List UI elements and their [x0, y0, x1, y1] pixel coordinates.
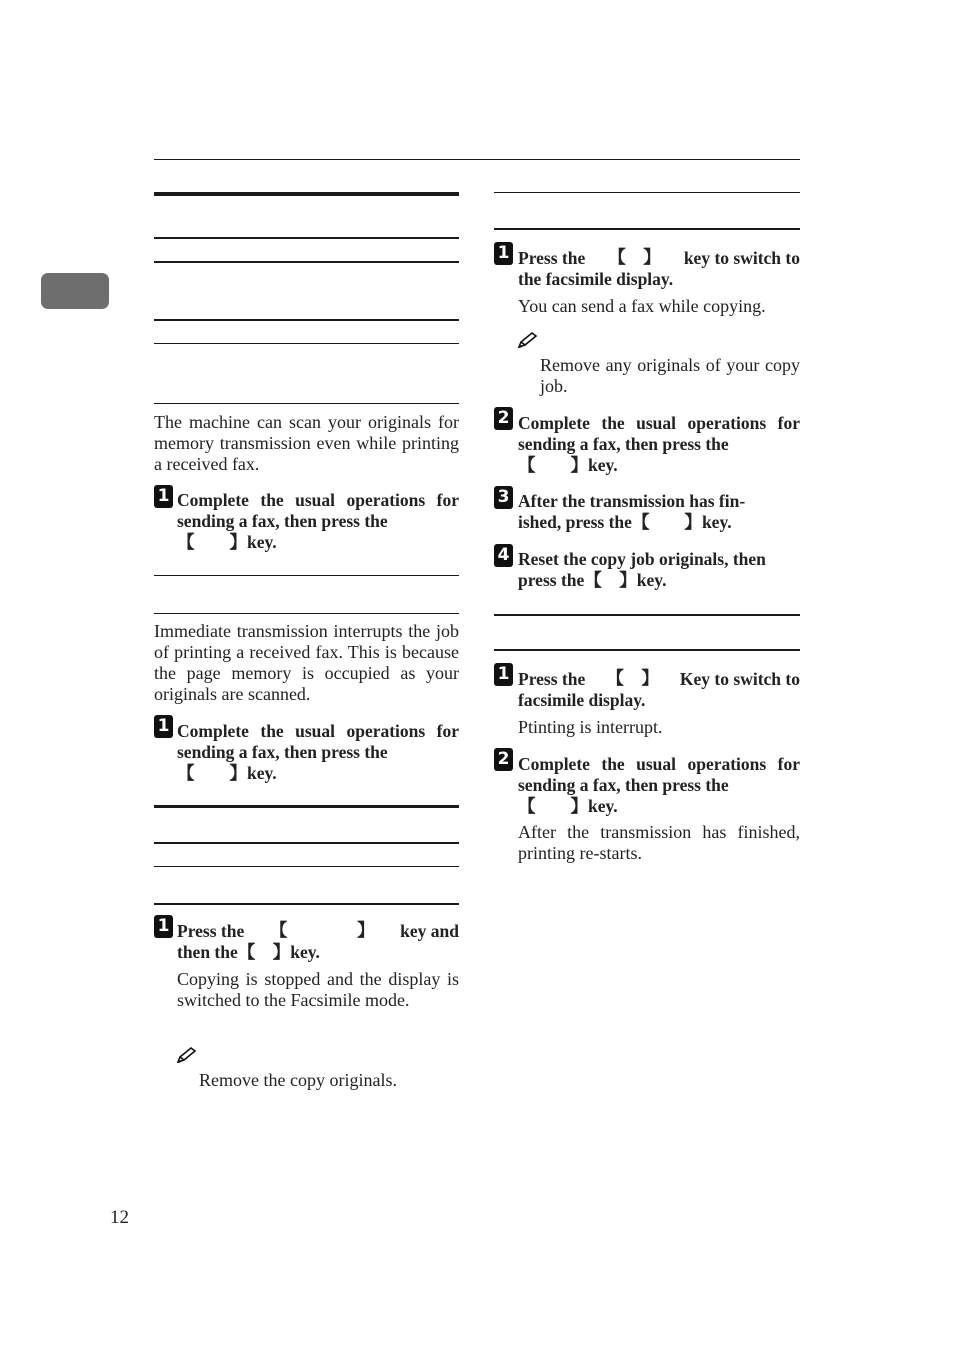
section-rule — [154, 192, 459, 196]
step-number-icon: 4 — [494, 544, 513, 567]
step-instruction — [518, 413, 800, 477]
key-bracket-icon: 【 】 — [608, 248, 661, 268]
key-bracket-icon: 【 】 — [584, 571, 637, 591]
note-text: Remove the copy originals. — [199, 1070, 397, 1090]
note-text: Remove any originals of your copy job. — [540, 355, 800, 396]
step-text: Complete the usual operations for sending a fax, then press the — [518, 754, 800, 795]
page-number: 12 — [110, 1207, 129, 1228]
section-rule — [154, 319, 459, 321]
step-text: Reset the copy job originals, then — [518, 549, 766, 569]
step-text: ished, press the — [518, 512, 632, 532]
step-number-icon: 2 — [494, 748, 513, 771]
step-instruction — [177, 721, 459, 785]
section-rule — [154, 842, 459, 844]
step-text-end: key. — [290, 942, 320, 962]
key-bracket-icon: 【 】 — [518, 456, 588, 476]
step-text: After the transmission has fin- — [518, 491, 746, 511]
section-rule — [154, 343, 459, 344]
section-rule — [154, 613, 459, 614]
pencil-note-icon — [517, 331, 539, 349]
step-result: You can send a fax while copying. — [518, 296, 766, 316]
section-rule — [154, 575, 459, 576]
section-rule — [154, 903, 459, 905]
section-rule — [154, 261, 459, 263]
step-text-mid: key and — [400, 921, 459, 941]
step-text: Press the — [518, 248, 586, 268]
section-rule — [494, 614, 800, 616]
step-instruction — [518, 754, 800, 818]
step-text-end: facsimile display. — [518, 690, 646, 710]
step-text-mid: Key to switch to — [679, 669, 800, 689]
intro-paragraph: The machine can scan your originals for memory transmission even while printing a received fax. — [154, 412, 459, 474]
step-text-end: the facsimile display. — [518, 269, 674, 289]
step-text: Complete the usual operations for sending a fax, then press the — [177, 721, 459, 762]
step-text: Complete the usual operations for sending a fax, then press the — [518, 413, 800, 454]
step-number-icon: 1 — [494, 242, 513, 265]
section-rule — [154, 403, 459, 404]
step-text-end: key. — [247, 763, 277, 783]
step-instruction — [177, 490, 459, 554]
key-bracket-icon: 【 】 — [631, 513, 702, 533]
section-rule — [494, 228, 800, 230]
step-instruction — [518, 669, 800, 711]
step-text-mid: key to switch to — [683, 248, 800, 268]
chapter-tab — [41, 273, 109, 309]
step-instruction — [518, 549, 800, 592]
pencil-note-icon — [176, 1046, 198, 1064]
step-number-icon: 3 — [494, 486, 513, 509]
section-rule — [154, 866, 459, 867]
step-number-icon: 1 — [154, 715, 173, 738]
step-number-icon: 2 — [494, 407, 513, 430]
step-text-end: key. — [701, 512, 732, 532]
step-text: then the — [177, 942, 238, 962]
step-result: Copying is stopped and the display is switched to the Facsimile mode. — [177, 969, 459, 1010]
header-rule — [154, 159, 800, 160]
step-instruction — [518, 248, 800, 290]
step-text-end: key. — [588, 796, 618, 816]
step-text: Complete the usual operations for sending a fax, then press the — [177, 490, 459, 531]
step-result: Ptinting is interrupt. — [518, 717, 663, 737]
key-bracket-icon: 【 】 — [606, 669, 659, 689]
step-number-icon: 1 — [494, 663, 513, 686]
step-number-icon: 1 — [154, 915, 173, 938]
step-result: After the transmission has finished, printing re-starts. — [518, 822, 800, 863]
step-text-end: key. — [247, 532, 277, 552]
step-text-end: key. — [588, 455, 618, 475]
interrupt-paragraph: Immediate transmission interrupts the job of printing a received fax. This is because the page memory is occupied as your originals are scanned. — [154, 621, 459, 704]
key-bracket-icon: 【 】 — [269, 921, 375, 941]
section-rule — [494, 192, 800, 193]
step-text: Press the — [518, 669, 586, 689]
section-rule — [154, 805, 459, 808]
step-text-end: key. — [636, 570, 667, 590]
section-rule — [494, 649, 800, 651]
step-text: press the — [518, 570, 585, 590]
step-text: Press the — [177, 921, 245, 941]
step-instruction — [177, 921, 459, 964]
key-bracket-icon: 【 】 — [177, 533, 247, 553]
key-bracket-icon: 【 】 — [177, 764, 247, 784]
section-rule — [154, 237, 459, 239]
step-number-icon: 1 — [154, 485, 173, 508]
key-bracket-icon: 【 】 — [518, 797, 588, 817]
key-bracket-icon: 【 】 — [237, 943, 291, 963]
step-instruction — [518, 491, 800, 534]
